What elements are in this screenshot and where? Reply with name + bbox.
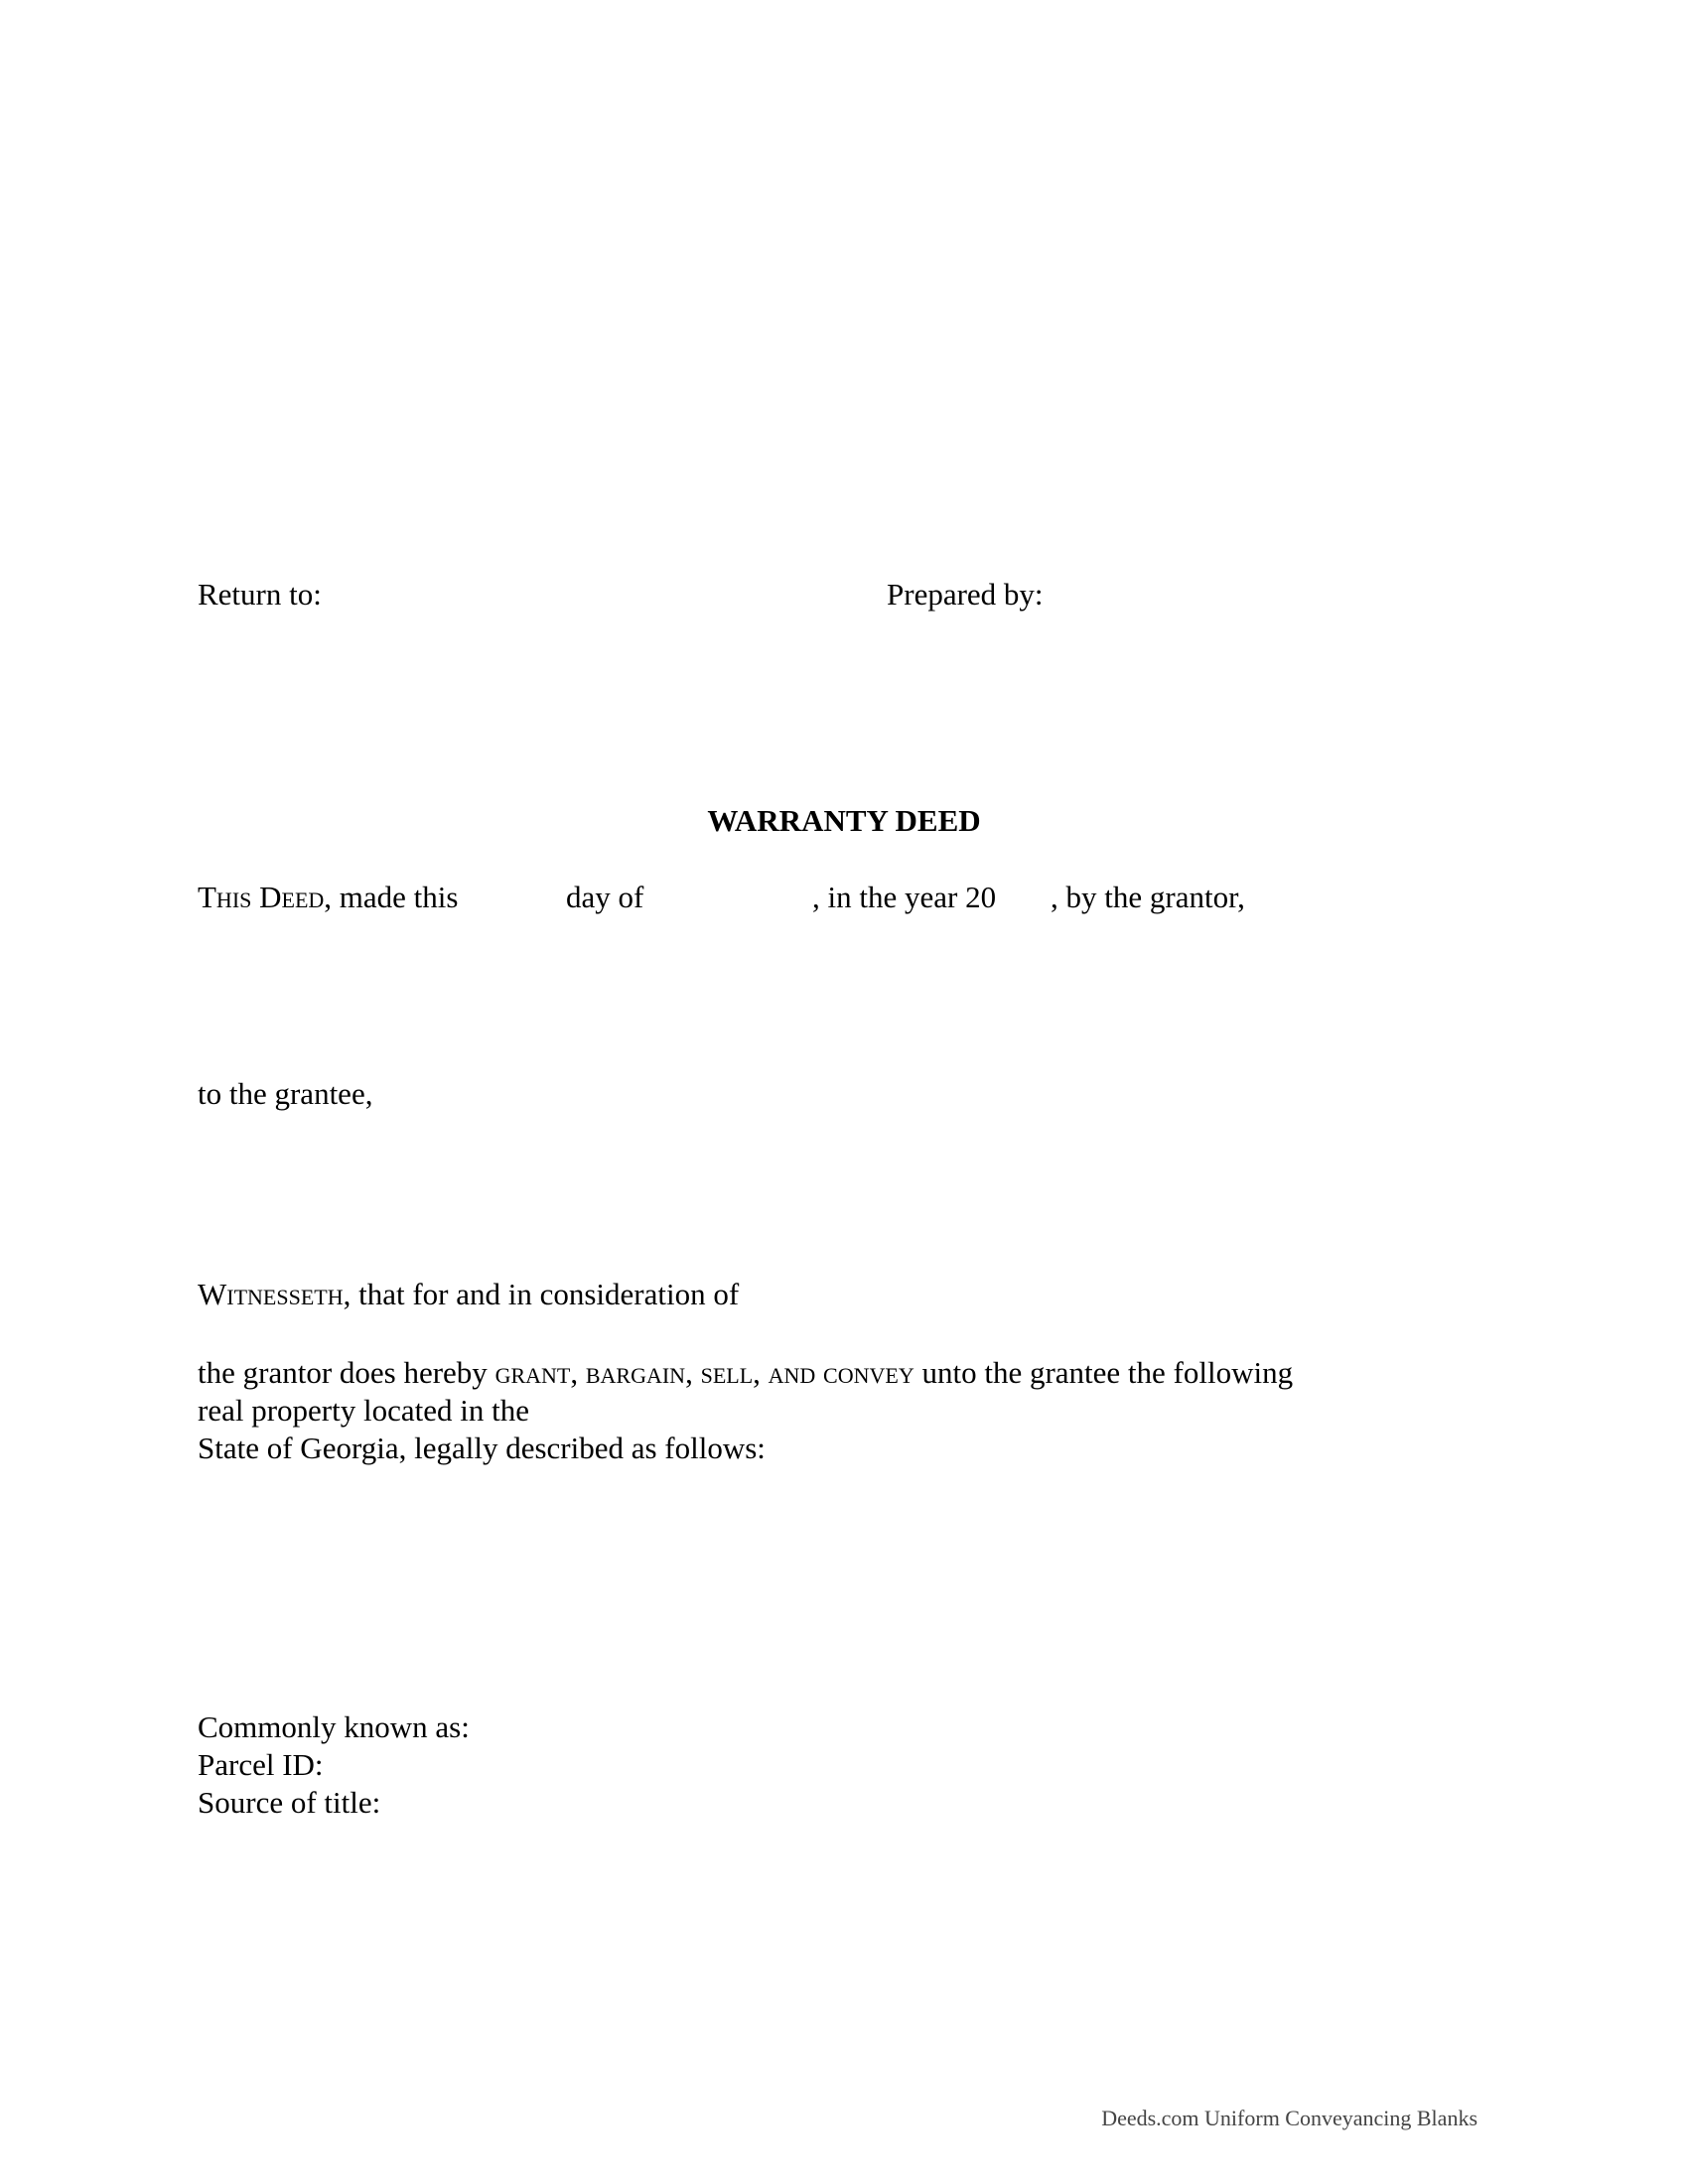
comma-3: , bbox=[753, 1355, 769, 1390]
parcel-id-label: Parcel ID: bbox=[198, 1747, 324, 1782]
footer-credit: Deeds.com Uniform Conveyancing Blanks bbox=[1101, 2106, 1477, 2130]
grantee-line: to the grantee, bbox=[198, 1076, 373, 1111]
by-grantor-text: , by the grantor, bbox=[1051, 880, 1245, 914]
prepared-by-label: Prepared by: bbox=[887, 577, 1044, 612]
conveyance-line-2: real property located in the bbox=[198, 1393, 529, 1428]
witnesseth-word: Witnesseth bbox=[198, 1277, 344, 1311]
comma-1: , bbox=[570, 1355, 586, 1390]
comma-2: , bbox=[685, 1355, 701, 1390]
day-of-text: day of bbox=[566, 880, 644, 914]
commonly-known-label: Commonly known as: bbox=[198, 1709, 470, 1744]
bargain-word: bargain bbox=[585, 1355, 686, 1390]
page-title: WARRANTY DEED bbox=[707, 803, 981, 838]
conveyance-post: unto the grantee the following bbox=[914, 1355, 1294, 1390]
and-convey-word: and convey bbox=[768, 1355, 914, 1390]
source-of-title-label: Source of title: bbox=[198, 1785, 381, 1820]
conveyance-line-3: State of Georgia, legally described as follows: bbox=[198, 1431, 766, 1465]
conveyance-line-1 bbox=[198, 1354, 1293, 1392]
this-deed-text: This Deed bbox=[198, 880, 325, 914]
intro-line-start bbox=[198, 879, 458, 916]
made-this-text: , made this bbox=[324, 880, 459, 914]
witnesseth-line bbox=[198, 1276, 739, 1313]
return-to-label: Return to: bbox=[198, 577, 322, 612]
in-the-year-text: , in the year 20 bbox=[812, 880, 997, 914]
sell-word: sell bbox=[700, 1355, 754, 1390]
witnesseth-rest: , that for and in consideration of bbox=[343, 1277, 740, 1311]
grant-word: grant bbox=[494, 1355, 571, 1390]
conveyance-pre: the grantor does hereby bbox=[198, 1355, 495, 1390]
